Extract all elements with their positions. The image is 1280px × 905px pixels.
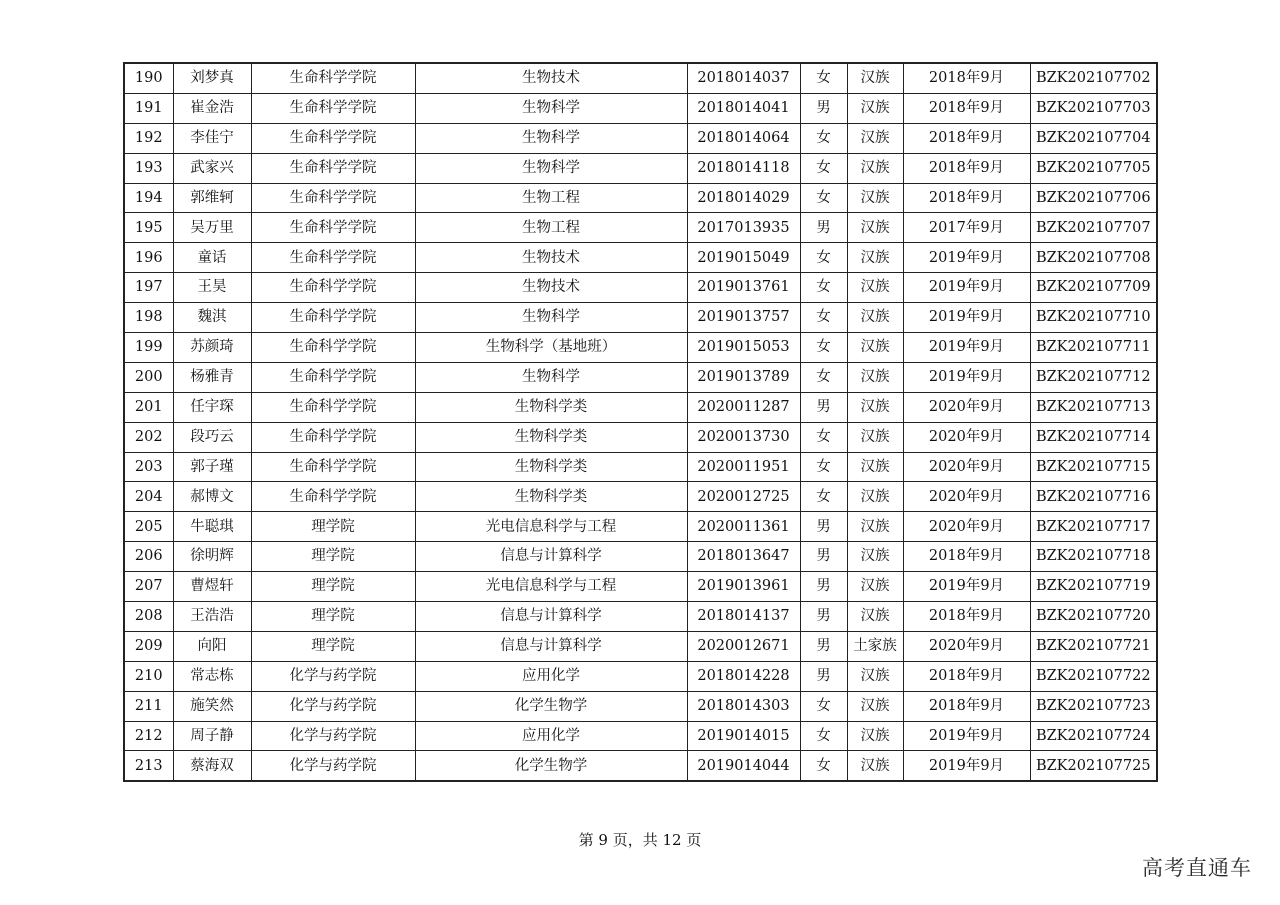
cell-certificate-number: BZK202107713 [1030, 392, 1157, 422]
cell-ethnicity: 汉族 [847, 602, 903, 632]
cell-major: 光电信息科学与工程 [415, 572, 687, 602]
cell-ethnicity: 汉族 [847, 542, 903, 572]
cell-gender: 女 [800, 452, 847, 482]
cell-enrollment-date: 2018年9月 [903, 153, 1030, 183]
cell-ethnicity: 汉族 [847, 213, 903, 243]
cell-row-index: 209 [124, 631, 173, 661]
cell-student-name: 牛聪琪 [173, 512, 251, 542]
cell-major: 生物科学 [415, 93, 687, 123]
cell-major: 光电信息科学与工程 [415, 512, 687, 542]
cell-student-name: 施笑然 [173, 691, 251, 721]
cell-enrollment-date: 2020年9月 [903, 452, 1030, 482]
cell-enrollment-date: 2020年9月 [903, 512, 1030, 542]
cell-enrollment-date: 2018年9月 [903, 183, 1030, 213]
cell-gender: 女 [800, 63, 847, 93]
cell-student-name: 杨雅青 [173, 362, 251, 392]
table-row [124, 362, 1157, 392]
cell-student-id: 2020012671 [687, 631, 800, 661]
cell-ethnicity: 汉族 [847, 452, 903, 482]
cell-student-name: 郭子瑾 [173, 452, 251, 482]
cell-ethnicity: 汉族 [847, 751, 903, 781]
cell-major: 生物技术 [415, 63, 687, 93]
cell-student-name: 郝博文 [173, 482, 251, 512]
cell-certificate-number: BZK202107705 [1030, 153, 1157, 183]
cell-gender: 女 [800, 123, 847, 153]
cell-enrollment-date: 2019年9月 [903, 273, 1030, 303]
cell-certificate-number: BZK202107711 [1030, 333, 1157, 363]
table-row [124, 153, 1157, 183]
cell-ethnicity: 汉族 [847, 243, 903, 273]
cell-student-id: 2018014303 [687, 691, 800, 721]
table-row [124, 572, 1157, 602]
cell-major: 生物科学类 [415, 452, 687, 482]
cell-enrollment-date: 2018年9月 [903, 93, 1030, 123]
cell-college: 化学与药学院 [251, 661, 415, 691]
cell-ethnicity: 汉族 [847, 512, 903, 542]
cell-row-index: 203 [124, 452, 173, 482]
cell-row-index: 194 [124, 183, 173, 213]
cell-certificate-number: BZK202107702 [1030, 63, 1157, 93]
cell-major: 信息与计算科学 [415, 542, 687, 572]
table-row [124, 243, 1157, 273]
watermark-logo: 高考直通车 [1142, 856, 1252, 880]
cell-college: 生命科学学院 [251, 213, 415, 243]
table-row [124, 512, 1157, 542]
cell-gender: 女 [800, 333, 847, 363]
cell-certificate-number: BZK202107722 [1030, 661, 1157, 691]
cell-major: 应用化学 [415, 661, 687, 691]
cell-ethnicity: 汉族 [847, 721, 903, 751]
cell-student-name: 武家兴 [173, 153, 251, 183]
cell-major: 生物科学类 [415, 392, 687, 422]
table-row [124, 333, 1157, 363]
cell-student-id: 2019014044 [687, 751, 800, 781]
cell-enrollment-date: 2017年9月 [903, 213, 1030, 243]
cell-college: 生命科学学院 [251, 63, 415, 93]
cell-enrollment-date: 2019年9月 [903, 751, 1030, 781]
cell-row-index: 208 [124, 602, 173, 632]
cell-student-id: 2017013935 [687, 213, 800, 243]
cell-gender: 女 [800, 482, 847, 512]
cell-ethnicity: 汉族 [847, 362, 903, 392]
cell-certificate-number: BZK202107710 [1030, 303, 1157, 333]
cell-college: 生命科学学院 [251, 482, 415, 512]
cell-enrollment-date: 2019年9月 [903, 333, 1030, 363]
roster-body [124, 63, 1157, 781]
cell-ethnicity: 汉族 [847, 123, 903, 153]
cell-row-index: 199 [124, 333, 173, 363]
cell-enrollment-date: 2020年9月 [903, 482, 1030, 512]
cell-row-index: 211 [124, 691, 173, 721]
cell-college: 生命科学学院 [251, 362, 415, 392]
table-row [124, 542, 1157, 572]
cell-ethnicity: 汉族 [847, 392, 903, 422]
cell-ethnicity: 汉族 [847, 63, 903, 93]
cell-ethnicity: 汉族 [847, 482, 903, 512]
cell-ethnicity: 汉族 [847, 303, 903, 333]
cell-student-id: 2019013961 [687, 572, 800, 602]
cell-gender: 女 [800, 691, 847, 721]
cell-ethnicity: 汉族 [847, 691, 903, 721]
cell-row-index: 201 [124, 392, 173, 422]
cell-certificate-number: BZK202107721 [1030, 631, 1157, 661]
cell-major: 化学生物学 [415, 751, 687, 781]
cell-student-name: 郭维轲 [173, 183, 251, 213]
cell-row-index: 190 [124, 63, 173, 93]
cell-enrollment-date: 2019年9月 [903, 721, 1030, 751]
table-row [124, 602, 1157, 632]
cell-student-id: 2020011287 [687, 392, 800, 422]
cell-college: 理学院 [251, 631, 415, 661]
cell-ethnicity: 汉族 [847, 273, 903, 303]
student-roster-table [123, 62, 1158, 782]
table-row [124, 721, 1157, 751]
cell-major: 生物科学类 [415, 422, 687, 452]
cell-row-index: 191 [124, 93, 173, 123]
cell-certificate-number: BZK202107720 [1030, 602, 1157, 632]
cell-college: 生命科学学院 [251, 153, 415, 183]
cell-row-index: 212 [124, 721, 173, 751]
cell-gender: 男 [800, 542, 847, 572]
cell-row-index: 205 [124, 512, 173, 542]
cell-student-id: 2018014137 [687, 602, 800, 632]
cell-student-name: 魏淇 [173, 303, 251, 333]
cell-major: 生物科学类 [415, 482, 687, 512]
cell-student-name: 周子静 [173, 721, 251, 751]
cell-major: 生物技术 [415, 273, 687, 303]
cell-gender: 女 [800, 183, 847, 213]
cell-gender: 女 [800, 362, 847, 392]
cell-certificate-number: BZK202107724 [1030, 721, 1157, 751]
cell-ethnicity: 汉族 [847, 422, 903, 452]
cell-certificate-number: BZK202107709 [1030, 273, 1157, 303]
cell-row-index: 195 [124, 213, 173, 243]
cell-student-name: 王昊 [173, 273, 251, 303]
cell-enrollment-date: 2018年9月 [903, 602, 1030, 632]
cell-college: 生命科学学院 [251, 183, 415, 213]
cell-enrollment-date: 2019年9月 [903, 362, 1030, 392]
table-row [124, 631, 1157, 661]
cell-row-index: 206 [124, 542, 173, 572]
cell-certificate-number: BZK202107703 [1030, 93, 1157, 123]
cell-row-index: 213 [124, 751, 173, 781]
cell-enrollment-date: 2018年9月 [903, 661, 1030, 691]
cell-college: 理学院 [251, 542, 415, 572]
cell-student-id: 2019013757 [687, 303, 800, 333]
cell-enrollment-date: 2018年9月 [903, 63, 1030, 93]
table-row [124, 691, 1157, 721]
cell-student-id: 2020011951 [687, 452, 800, 482]
cell-certificate-number: BZK202107717 [1030, 512, 1157, 542]
cell-certificate-number: BZK202107715 [1030, 452, 1157, 482]
cell-enrollment-date: 2020年9月 [903, 631, 1030, 661]
cell-certificate-number: BZK202107708 [1030, 243, 1157, 273]
table-row [124, 63, 1157, 93]
page-number: 第 9 页，共 12 页 [578, 831, 702, 849]
cell-enrollment-date: 2020年9月 [903, 392, 1030, 422]
cell-row-index: 200 [124, 362, 173, 392]
cell-college: 生命科学学院 [251, 243, 415, 273]
cell-student-name: 李佳宁 [173, 123, 251, 153]
cell-certificate-number: BZK202107706 [1030, 183, 1157, 213]
cell-student-id: 2020011361 [687, 512, 800, 542]
cell-student-id: 2018014228 [687, 661, 800, 691]
cell-student-name: 王浩浩 [173, 602, 251, 632]
cell-student-name: 吴万里 [173, 213, 251, 243]
cell-student-id: 2020012725 [687, 482, 800, 512]
cell-ethnicity: 土家族 [847, 631, 903, 661]
cell-student-name: 苏颜琦 [173, 333, 251, 363]
cell-major: 生物科学 [415, 153, 687, 183]
cell-row-index: 207 [124, 572, 173, 602]
cell-major: 生物科学 [415, 303, 687, 333]
cell-college: 生命科学学院 [251, 392, 415, 422]
cell-gender: 男 [800, 213, 847, 243]
cell-student-name: 常志栋 [173, 661, 251, 691]
cell-major: 生物科学 [415, 362, 687, 392]
cell-gender: 男 [800, 631, 847, 661]
cell-gender: 女 [800, 721, 847, 751]
cell-row-index: 192 [124, 123, 173, 153]
cell-student-name: 蔡海双 [173, 751, 251, 781]
cell-certificate-number: BZK202107704 [1030, 123, 1157, 153]
cell-certificate-number: BZK202107714 [1030, 422, 1157, 452]
cell-major: 应用化学 [415, 721, 687, 751]
table-row [124, 213, 1157, 243]
table-row [124, 482, 1157, 512]
cell-certificate-number: BZK202107716 [1030, 482, 1157, 512]
cell-ethnicity: 汉族 [847, 183, 903, 213]
table-row [124, 422, 1157, 452]
cell-certificate-number: BZK202107718 [1030, 542, 1157, 572]
cell-certificate-number: BZK202107725 [1030, 751, 1157, 781]
cell-college: 生命科学学院 [251, 273, 415, 303]
table-row [124, 661, 1157, 691]
cell-student-name: 曹煜轩 [173, 572, 251, 602]
cell-student-name: 向阳 [173, 631, 251, 661]
cell-enrollment-date: 2019年9月 [903, 303, 1030, 333]
cell-student-name: 段巧云 [173, 422, 251, 452]
cell-student-id: 2019014015 [687, 721, 800, 751]
table-row [124, 303, 1157, 333]
cell-student-id: 2020013730 [687, 422, 800, 452]
cell-gender: 男 [800, 392, 847, 422]
cell-college: 生命科学学院 [251, 333, 415, 363]
cell-certificate-number: BZK202107707 [1030, 213, 1157, 243]
cell-row-index: 202 [124, 422, 173, 452]
cell-student-name: 童话 [173, 243, 251, 273]
cell-ethnicity: 汉族 [847, 572, 903, 602]
cell-college: 化学与药学院 [251, 721, 415, 751]
cell-major: 生物科学（基地班） [415, 333, 687, 363]
cell-college: 化学与药学院 [251, 751, 415, 781]
cell-college: 生命科学学院 [251, 93, 415, 123]
cell-ethnicity: 汉族 [847, 661, 903, 691]
cell-college: 化学与药学院 [251, 691, 415, 721]
table-row [124, 93, 1157, 123]
table-row [124, 183, 1157, 213]
cell-row-index: 196 [124, 243, 173, 273]
cell-student-name: 刘梦真 [173, 63, 251, 93]
cell-certificate-number: BZK202107719 [1030, 572, 1157, 602]
cell-college: 理学院 [251, 512, 415, 542]
cell-college: 生命科学学院 [251, 303, 415, 333]
cell-gender: 女 [800, 422, 847, 452]
cell-gender: 男 [800, 661, 847, 691]
cell-major: 信息与计算科学 [415, 602, 687, 632]
cell-student-id: 2018014029 [687, 183, 800, 213]
cell-row-index: 198 [124, 303, 173, 333]
cell-row-index: 197 [124, 273, 173, 303]
cell-college: 理学院 [251, 602, 415, 632]
cell-gender: 男 [800, 572, 847, 602]
cell-gender: 女 [800, 243, 847, 273]
cell-gender: 女 [800, 273, 847, 303]
cell-college: 生命科学学院 [251, 452, 415, 482]
cell-row-index: 193 [124, 153, 173, 183]
cell-gender: 女 [800, 751, 847, 781]
cell-major: 生物工程 [415, 213, 687, 243]
cell-gender: 女 [800, 153, 847, 183]
cell-major: 信息与计算科学 [415, 631, 687, 661]
cell-major: 化学生物学 [415, 691, 687, 721]
cell-row-index: 204 [124, 482, 173, 512]
cell-student-id: 2019015049 [687, 243, 800, 273]
cell-student-name: 任宇琛 [173, 392, 251, 422]
cell-student-name: 徐明辉 [173, 542, 251, 572]
cell-ethnicity: 汉族 [847, 333, 903, 363]
cell-enrollment-date: 2019年9月 [903, 572, 1030, 602]
cell-ethnicity: 汉族 [847, 93, 903, 123]
table-row [124, 123, 1157, 153]
cell-major: 生物科学 [415, 123, 687, 153]
cell-college: 理学院 [251, 572, 415, 602]
cell-ethnicity: 汉族 [847, 153, 903, 183]
cell-student-id: 2019015053 [687, 333, 800, 363]
cell-gender: 男 [800, 602, 847, 632]
cell-enrollment-date: 2020年9月 [903, 422, 1030, 452]
cell-college: 生命科学学院 [251, 422, 415, 452]
cell-gender: 男 [800, 512, 847, 542]
cell-student-id: 2018014118 [687, 153, 800, 183]
cell-college: 生命科学学院 [251, 123, 415, 153]
table-row [124, 452, 1157, 482]
cell-certificate-number: BZK202107712 [1030, 362, 1157, 392]
cell-enrollment-date: 2018年9月 [903, 123, 1030, 153]
cell-student-id: 2018014041 [687, 93, 800, 123]
cell-major: 生物技术 [415, 243, 687, 273]
cell-student-id: 2018014064 [687, 123, 800, 153]
cell-gender: 女 [800, 303, 847, 333]
cell-enrollment-date: 2018年9月 [903, 542, 1030, 572]
cell-student-id: 2018013647 [687, 542, 800, 572]
cell-student-name: 崔金浩 [173, 93, 251, 123]
table-row [124, 392, 1157, 422]
cell-enrollment-date: 2019年9月 [903, 243, 1030, 273]
cell-student-id: 2018014037 [687, 63, 800, 93]
cell-major: 生物工程 [415, 183, 687, 213]
cell-student-id: 2019013761 [687, 273, 800, 303]
table-row [124, 751, 1157, 781]
cell-gender: 男 [800, 93, 847, 123]
cell-student-id: 2019013789 [687, 362, 800, 392]
table-row [124, 273, 1157, 303]
cell-row-index: 210 [124, 661, 173, 691]
cell-enrollment-date: 2018年9月 [903, 691, 1030, 721]
cell-certificate-number: BZK202107723 [1030, 691, 1157, 721]
